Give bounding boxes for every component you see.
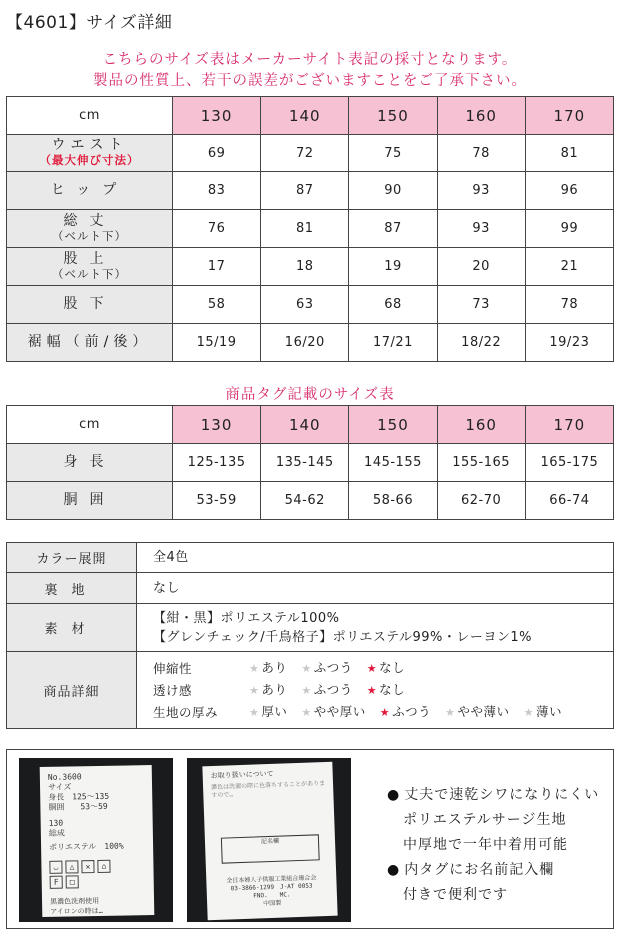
tag-line: 全日本婦人子供服工業組合連合会: [226, 874, 317, 885]
detail-option: [445, 702, 509, 722]
detail-row: [153, 701, 613, 723]
size-header-cell: 130: [173, 97, 261, 135]
table-row: [7, 135, 614, 172]
table-cell: 75: [349, 135, 437, 172]
table-cell: 58: [173, 286, 261, 324]
table-cell: 81: [525, 135, 613, 172]
table-cell: 87: [349, 210, 437, 248]
row-label-main: 身長: [63, 454, 116, 470]
feature-text: 内タグにお名前記入欄: [404, 862, 555, 878]
table-row: [7, 210, 614, 248]
detail-name: 透け感: [153, 682, 193, 698]
table-cell: 165-175: [525, 444, 613, 482]
spec-key-text: 裏地: [44, 582, 99, 598]
row-label: [7, 172, 173, 210]
care-symbols: [49, 857, 145, 874]
spec-value: 全4色: [137, 543, 614, 573]
feature-text: 中厚地で一年中着用可能: [403, 837, 568, 853]
feature-text: 丈夫で速乾シワになりにくい: [404, 787, 600, 803]
size-header-cell: 140: [261, 406, 349, 444]
row-label-sub: （ベルト下）: [52, 228, 127, 243]
table-cell: 78: [525, 286, 613, 324]
tag-line: サイズ: [47, 782, 72, 792]
detail-option-label: ふつう: [392, 704, 432, 719]
dry-clean-icon: F: [50, 876, 63, 889]
tag-line: 濃色は洗濯の際に色落ちすることがありますので…: [210, 780, 326, 800]
table-cell: 90: [349, 172, 437, 210]
star-icon: ★: [301, 706, 312, 719]
tag-line: 胴囲 53～59: [48, 801, 108, 812]
table-cell: 78: [437, 135, 525, 172]
tag-line: No.3600: [47, 772, 82, 782]
spec-key: カラー展開: [7, 543, 137, 573]
row-label: [7, 324, 173, 362]
row-label-main: 総丈: [63, 212, 116, 229]
table-cell: 135-145: [261, 444, 349, 482]
table-row: [7, 444, 614, 482]
detail-option-label: やや厚い: [313, 704, 366, 719]
size-table: [6, 96, 614, 362]
tag-line: 130: [48, 818, 64, 828]
spec-row-material: [7, 604, 614, 652]
table-cell: 69: [173, 135, 261, 172]
table-cell: 66-74: [525, 482, 613, 520]
detail-option: [301, 680, 352, 700]
feature-line: [387, 883, 599, 908]
row-label-main: 胴囲: [63, 492, 116, 508]
table-row: [7, 248, 614, 286]
table-cell: 19: [349, 248, 437, 286]
detail-option: [380, 702, 431, 722]
name-field-box: [221, 834, 320, 863]
bullet-icon: ●: [387, 862, 401, 878]
detail-row: [153, 679, 613, 701]
table-cell: 18/22: [437, 324, 525, 362]
detail-option-label: ふつう: [313, 660, 353, 675]
detail-option: [301, 702, 365, 722]
care-tag: [202, 762, 337, 920]
row-label: [7, 210, 173, 248]
table-cell: 21: [525, 248, 613, 286]
size-header-cell: 150: [349, 406, 437, 444]
table-cell: 83: [173, 172, 261, 210]
star-icon: ★: [249, 706, 260, 719]
iron-icon: ⌂: [97, 860, 110, 873]
detail-option: [367, 658, 405, 678]
table-cell: 63: [261, 286, 349, 324]
table-cell: 18: [261, 248, 349, 286]
tag-size-table: [6, 405, 614, 520]
spec-key: [7, 604, 137, 652]
feature-line: [387, 858, 599, 883]
detail-option-label: 薄い: [535, 704, 562, 719]
feature-text: 付きで便利です: [403, 887, 508, 903]
table-cell: 20: [437, 248, 525, 286]
spec-table: [6, 542, 614, 729]
notice-line-1: こちらのサイズ表はメーカーサイト表記の採寸となります。: [102, 52, 518, 68]
material-line: 【紺・黒】ポリエステル100%: [153, 610, 340, 626]
spec-row-detail: [7, 652, 614, 729]
bleach-icon: △: [65, 860, 78, 873]
detail-option: [249, 658, 287, 678]
table-cell: 17: [173, 248, 261, 286]
table-cell: 87: [261, 172, 349, 210]
table-cell: 93: [437, 172, 525, 210]
table-cell: 99: [525, 210, 613, 248]
table-cell: 68: [349, 286, 437, 324]
spec-key: 商品詳細: [7, 652, 137, 729]
row-label-main: 裾幅（前/後）: [27, 334, 152, 350]
tag-table-title: 商品タグ記載のサイズ表: [225, 387, 395, 403]
star-icon: ★: [379, 706, 391, 719]
spec-row-lining: [7, 573, 614, 604]
table-row: [7, 324, 614, 362]
table-cell: 96: [525, 172, 613, 210]
name-tag-photo: [187, 758, 351, 922]
tag-line: アイロンの時は…: [50, 906, 103, 916]
feature-line: [387, 833, 599, 858]
spec-key: [7, 573, 137, 604]
feature-list: [387, 783, 599, 908]
size-header-cell: 150: [349, 97, 437, 135]
table-cell: 17/21: [349, 324, 437, 362]
table-cell: 125-135: [173, 444, 261, 482]
detail-option: [301, 658, 352, 678]
tag-line: 身長 125～135: [48, 791, 110, 802]
row-label: [7, 135, 173, 172]
bullet-icon: ●: [387, 787, 401, 803]
star-icon: ★: [301, 684, 312, 697]
table-cell: 19/23: [525, 324, 613, 362]
size-header-row: [7, 406, 614, 444]
spec-value: なし: [137, 573, 614, 604]
table-cell: 16/20: [261, 324, 349, 362]
spec-value: [137, 652, 614, 729]
table-row: [7, 482, 614, 520]
tag-line: 総成: [48, 828, 65, 838]
table-row: [7, 172, 614, 210]
size-header-cell: 170: [525, 97, 613, 135]
wash-icon: ◡: [49, 861, 62, 874]
feature-text: ポリエステルサージ生地: [403, 812, 567, 828]
table-cell: 62-70: [437, 482, 525, 520]
tag-line: FNO. MC.: [253, 891, 291, 900]
detail-option-label: 厚い: [261, 704, 288, 719]
tag-line: ポリエステル 100%: [49, 841, 124, 852]
row-label-main: ウエスト: [51, 137, 128, 153]
size-corner-cell: cm: [7, 406, 173, 444]
tag-line: お取り扱いについて: [210, 769, 274, 781]
detail-option: [367, 680, 405, 700]
detail-option: [524, 702, 562, 722]
notice-line-2: 製品の性質上、若干の誤差がございますことをご了承下さい。: [93, 73, 527, 89]
detail-option-label: あり: [261, 682, 288, 697]
feature-line: [387, 783, 599, 808]
detail-name: 生地の厚み: [153, 704, 219, 720]
row-label: [7, 482, 173, 520]
no-tumble-icon: ✕: [81, 860, 94, 873]
table-row: [7, 286, 614, 324]
star-icon: ★: [301, 662, 312, 675]
row-label: [7, 444, 173, 482]
size-header-row: [7, 97, 614, 135]
size-tag: [40, 765, 155, 917]
tag-line: 03-3866-1299 J-AT 0053: [230, 882, 313, 893]
star-icon: ★: [445, 706, 456, 719]
star-icon: ★: [523, 706, 534, 719]
table-cell: 53-59: [173, 482, 261, 520]
table-cell: 76: [173, 210, 261, 248]
table-cell: 58-66: [349, 482, 437, 520]
table-cell: 155-165: [437, 444, 525, 482]
feature-line: [387, 808, 599, 833]
size-header-cell: 130: [173, 406, 261, 444]
size-header-cell: 160: [437, 406, 525, 444]
row-label: [7, 248, 173, 286]
detail-list: [153, 657, 613, 723]
star-icon: ★: [249, 684, 260, 697]
table-cell: 73: [437, 286, 525, 324]
row-label-main: 股上: [63, 250, 116, 267]
row-label-main: ヒップ: [50, 182, 129, 198]
detail-option: [249, 702, 287, 722]
detail-option: [249, 680, 287, 700]
detail-option-label: やや薄い: [457, 704, 510, 719]
detail-option-label: あり: [261, 660, 288, 675]
detail-name: 伸縮性: [153, 660, 193, 676]
spec-key-text: 素材: [44, 622, 99, 637]
care-symbols: [50, 872, 146, 889]
table-cell: 72: [261, 135, 349, 172]
star-icon: ★: [249, 662, 260, 675]
size-corner-cell: cm: [7, 97, 173, 135]
size-header-cell: 160: [437, 97, 525, 135]
spec-row-color: [7, 543, 614, 573]
table-cell: 145-155: [349, 444, 437, 482]
row-label: [7, 286, 173, 324]
page-title: 【4601】サイズ詳細: [6, 13, 173, 33]
table-cell: 15/19: [173, 324, 261, 362]
table-cell: 54-62: [261, 482, 349, 520]
detail-option-label: なし: [379, 682, 406, 697]
table-cell: 81: [261, 210, 349, 248]
name-field-label: 記名欄: [260, 837, 280, 846]
detail-row: [153, 657, 613, 679]
size-header-cell: 170: [525, 406, 613, 444]
product-info-panel: [6, 749, 614, 929]
size-tag-photo: [19, 758, 173, 922]
tag-line: 中国製: [263, 899, 282, 908]
hang-dry-icon: □: [66, 875, 79, 888]
row-label-main: 股下: [63, 296, 116, 312]
spec-value: [137, 604, 614, 652]
star-icon: ★: [366, 684, 378, 697]
detail-option-label: なし: [379, 660, 406, 675]
table-cell: 93: [437, 210, 525, 248]
size-header-cell: 140: [261, 97, 349, 135]
star-icon: ★: [366, 662, 378, 675]
tag-line: 黒濃色洗剤使用: [49, 896, 100, 906]
row-label-sub: （最大伸び寸法）: [39, 153, 140, 167]
detail-option-label: ふつう: [313, 682, 353, 697]
material-line: 【グレンチェック/千鳥格子】ポリエステル99%・レーヨン1%: [153, 629, 533, 645]
row-label-sub: （ベルト下）: [52, 266, 127, 281]
